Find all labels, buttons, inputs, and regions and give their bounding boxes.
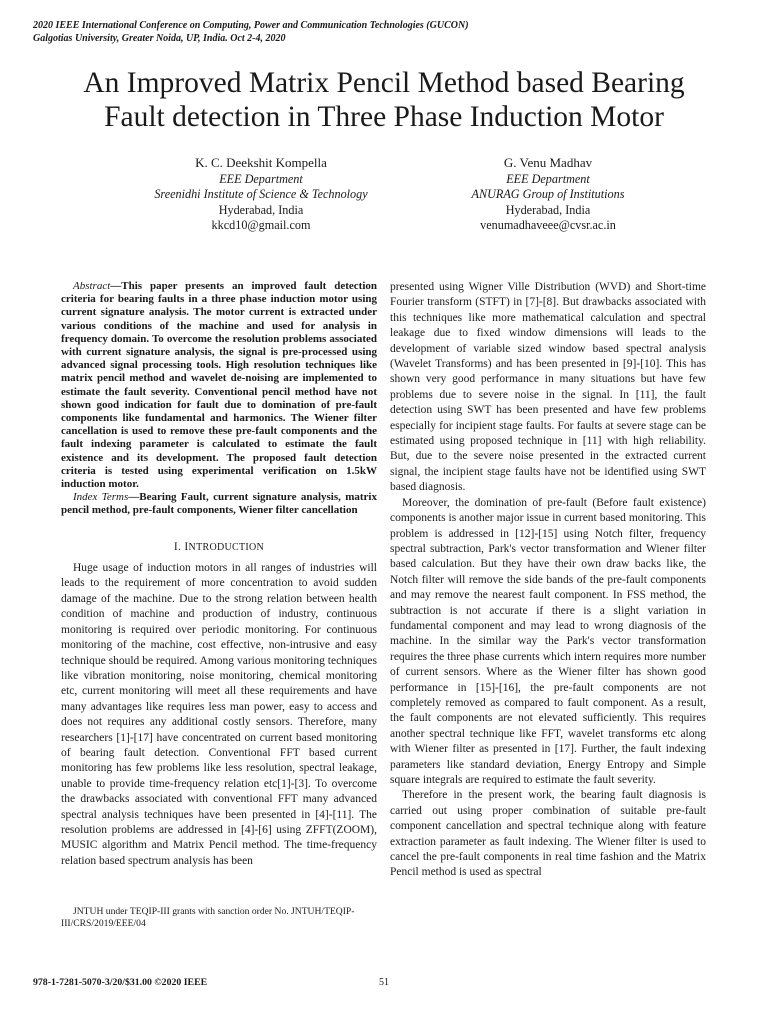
index-terms-text: —Bearing Fault, current signature analysis, matrix pencil method, pre-fault components, Wiener filter cancellation xyxy=(61,491,377,517)
author-email: venumadhaveee@cvsr.ac.in xyxy=(480,218,616,232)
section-heading xyxy=(61,540,377,555)
body-paragraph: Moreover, the domination of pre-fault (Before fault existence) components is another major issue in current based monitoring. This problem is addressed in [12]-[15] using Notch filter, frequency spectral subtraction, Park's vector transformation and Wiener filter based calculation. But they have their own draw backs like, the Notch filter will remove the side bands of the pre-fault components and may remove the nearest fault component. In FSS method, the subtraction is not accurate if there is a slight variation in fundamental component and may lead to wrong diagnosis of the machine. In the similar way the Park's vector transformation requires the three phase currents which intern requires more number of current sensors. Where as the Wiener filter has shown good performance in [15]-[16], the pre-fault components are not completely removed as compared to fault component. As a result, the fault components are not elevated sufficiently. This requires another spectral technique like FFT, wavelet transforms etc along with Wiener filter as presented in [17]. Further, the fault indexing parameters like standard deviation, Energy Entropy and Simple square integrals are required to estimate the fault severity. xyxy=(390,496,706,786)
isbn-copyright: 978-1-7281-5070-3/20/$31.00 ©2020 IEEE xyxy=(33,977,208,988)
section-heading-first: I xyxy=(184,540,189,553)
section-numeral: I. xyxy=(173,540,185,553)
left-column xyxy=(61,280,377,869)
body-paragraph: presented using Wigner Ville Distribution (WVD) and Short-time Fourier transform (STFT) in [7]-[8]. But drawbacks associated with this techniques like more mathematical calculation and spectral leakage due to fixed window dimensions will leads to the development of variable sized window based spectral analysis (Wavelet Transforms) and has been presented in [9]-[10]. This has shown very good performance in many situations but have few problems due to severe noise in the signal. In [11], the fault detection using SWT has been presented and have few problems especially for incipient stage faults. For faults at severe stage can be estimated using proposed technique in [11] with high reliability. But, due to the severe noise presented in the extracted current signal, the incipient stage faults have not be identified using SWT based diagnosis. xyxy=(390,281,706,494)
author-block-1 xyxy=(111,155,411,234)
abstract xyxy=(61,280,377,491)
author-location: Hyderabad, India xyxy=(505,202,591,217)
index-terms-label: Index Terms xyxy=(73,491,129,504)
section-heading-rest: NTRODUCTION xyxy=(188,541,265,553)
title-line-2: Fault detection in Three Phase Induction Motor xyxy=(104,101,664,133)
author-department: EEE Department xyxy=(219,171,303,186)
abstract-label: Abstract xyxy=(73,280,111,292)
title-line-1: An Improved Matrix Pencil Method based Bearing xyxy=(83,67,685,99)
author-institution: ANURAG Group of Institutions xyxy=(471,187,625,201)
author-location: Hyderabad, India xyxy=(218,202,304,217)
conference-venue: Galgotias University, Greater Noida, UP, India. Oct 2-4, 2020 xyxy=(33,33,286,44)
author-department: EEE Department xyxy=(506,171,590,186)
author-name: G. Venu Madhav xyxy=(503,155,593,170)
page-number: 51 xyxy=(379,977,389,988)
author-name: K. C. Deekshit Kompella xyxy=(195,155,327,170)
index-terms xyxy=(61,491,377,517)
paper-title xyxy=(20,66,748,134)
intro-paragraph: Huge usage of induction motors in all ranges of industries will leads to the requirement of more concentration to avoid sudden damage of the machine. Due to the strong relation between health condition of machine and production of industry, continuous monitoring is required over periodic monitoring. For continuous monitoring of the machine, cost effective, non-intrusive and easy technique should be required. Among various monitoring techniques like vibration monitoring, noise monitoring, chemical monitoring etc, current monitoring will meet all these requirements and have many advantages like requires less man power, easy to access and does not requires any additional costly sensors. Therefore, many researchers [1]-[17] have concentrated on current based monitoring of bearing fault detection. Conventional FFT based current monitoring has few problems like less resolution, spectral leakage, unable to provide time-frequency relation etc[1]-[3]. To overcome the drawbacks associated with conventional FFT many advanced spectral analysis techniques have been presented in [4]-[11]. The resolution problems are addressed in [4]-[6] using ZFFT(ZOOM), MUSIC algorithm and Matrix Pencil method. The time-frequency relation based spectrum analysis has been xyxy=(61,562,377,867)
conference-name: 2020 IEEE International Conference on Computing, Power and Communication Technologies (GUCON) xyxy=(33,20,469,31)
author-email: kkcd10@gmail.com xyxy=(211,218,311,232)
body-paragraph: Therefore in the present work, the bearing fault diagnosis is carried out using proper combination of suitable pre-fault component cancellation and spectral technique along with feature extraction parameter as fault indexing. The Wiener filter is used to cancel the pre-fault components in real time fashion and the Matrix Pencil method is used as spectral xyxy=(390,789,706,879)
author-block-2 xyxy=(398,155,698,234)
author-institution: Sreenidhi Institute of Science & Technology xyxy=(154,187,368,201)
right-column xyxy=(390,280,706,881)
abstract-text: —This paper presents an improved fault detection criteria for bearing faults in a three phase induction motor using current signature analysis. The motor current is extracted under various conditions of the machine and used for analysis in frequency domain. To overcome the resolution problems associated with current signature analysis, the signal is pre-processed using advanced signal processing tools. High resolution techniques like matrix pencil method and wavelet de-noising are implemented to estimate the fault severity. Conventional pencil method have not shown good indication for fault due to domination of pre-fault components like fundamental and harmonics. The Wiener filter cancellation is used to remove these pre-fault components and the fault indexing parameter is calculated to estimate the fault existence and its development. The proposed fault detection criteria is tested using experimental verification on 1.5kW induction motor. xyxy=(61,280,377,491)
conference-header xyxy=(33,19,469,45)
footnote: JNTUH under TEQIP-III grants with sanction order No. JNTUH/TEQIP-III/CRS/2019/EEE/04 xyxy=(61,906,355,929)
